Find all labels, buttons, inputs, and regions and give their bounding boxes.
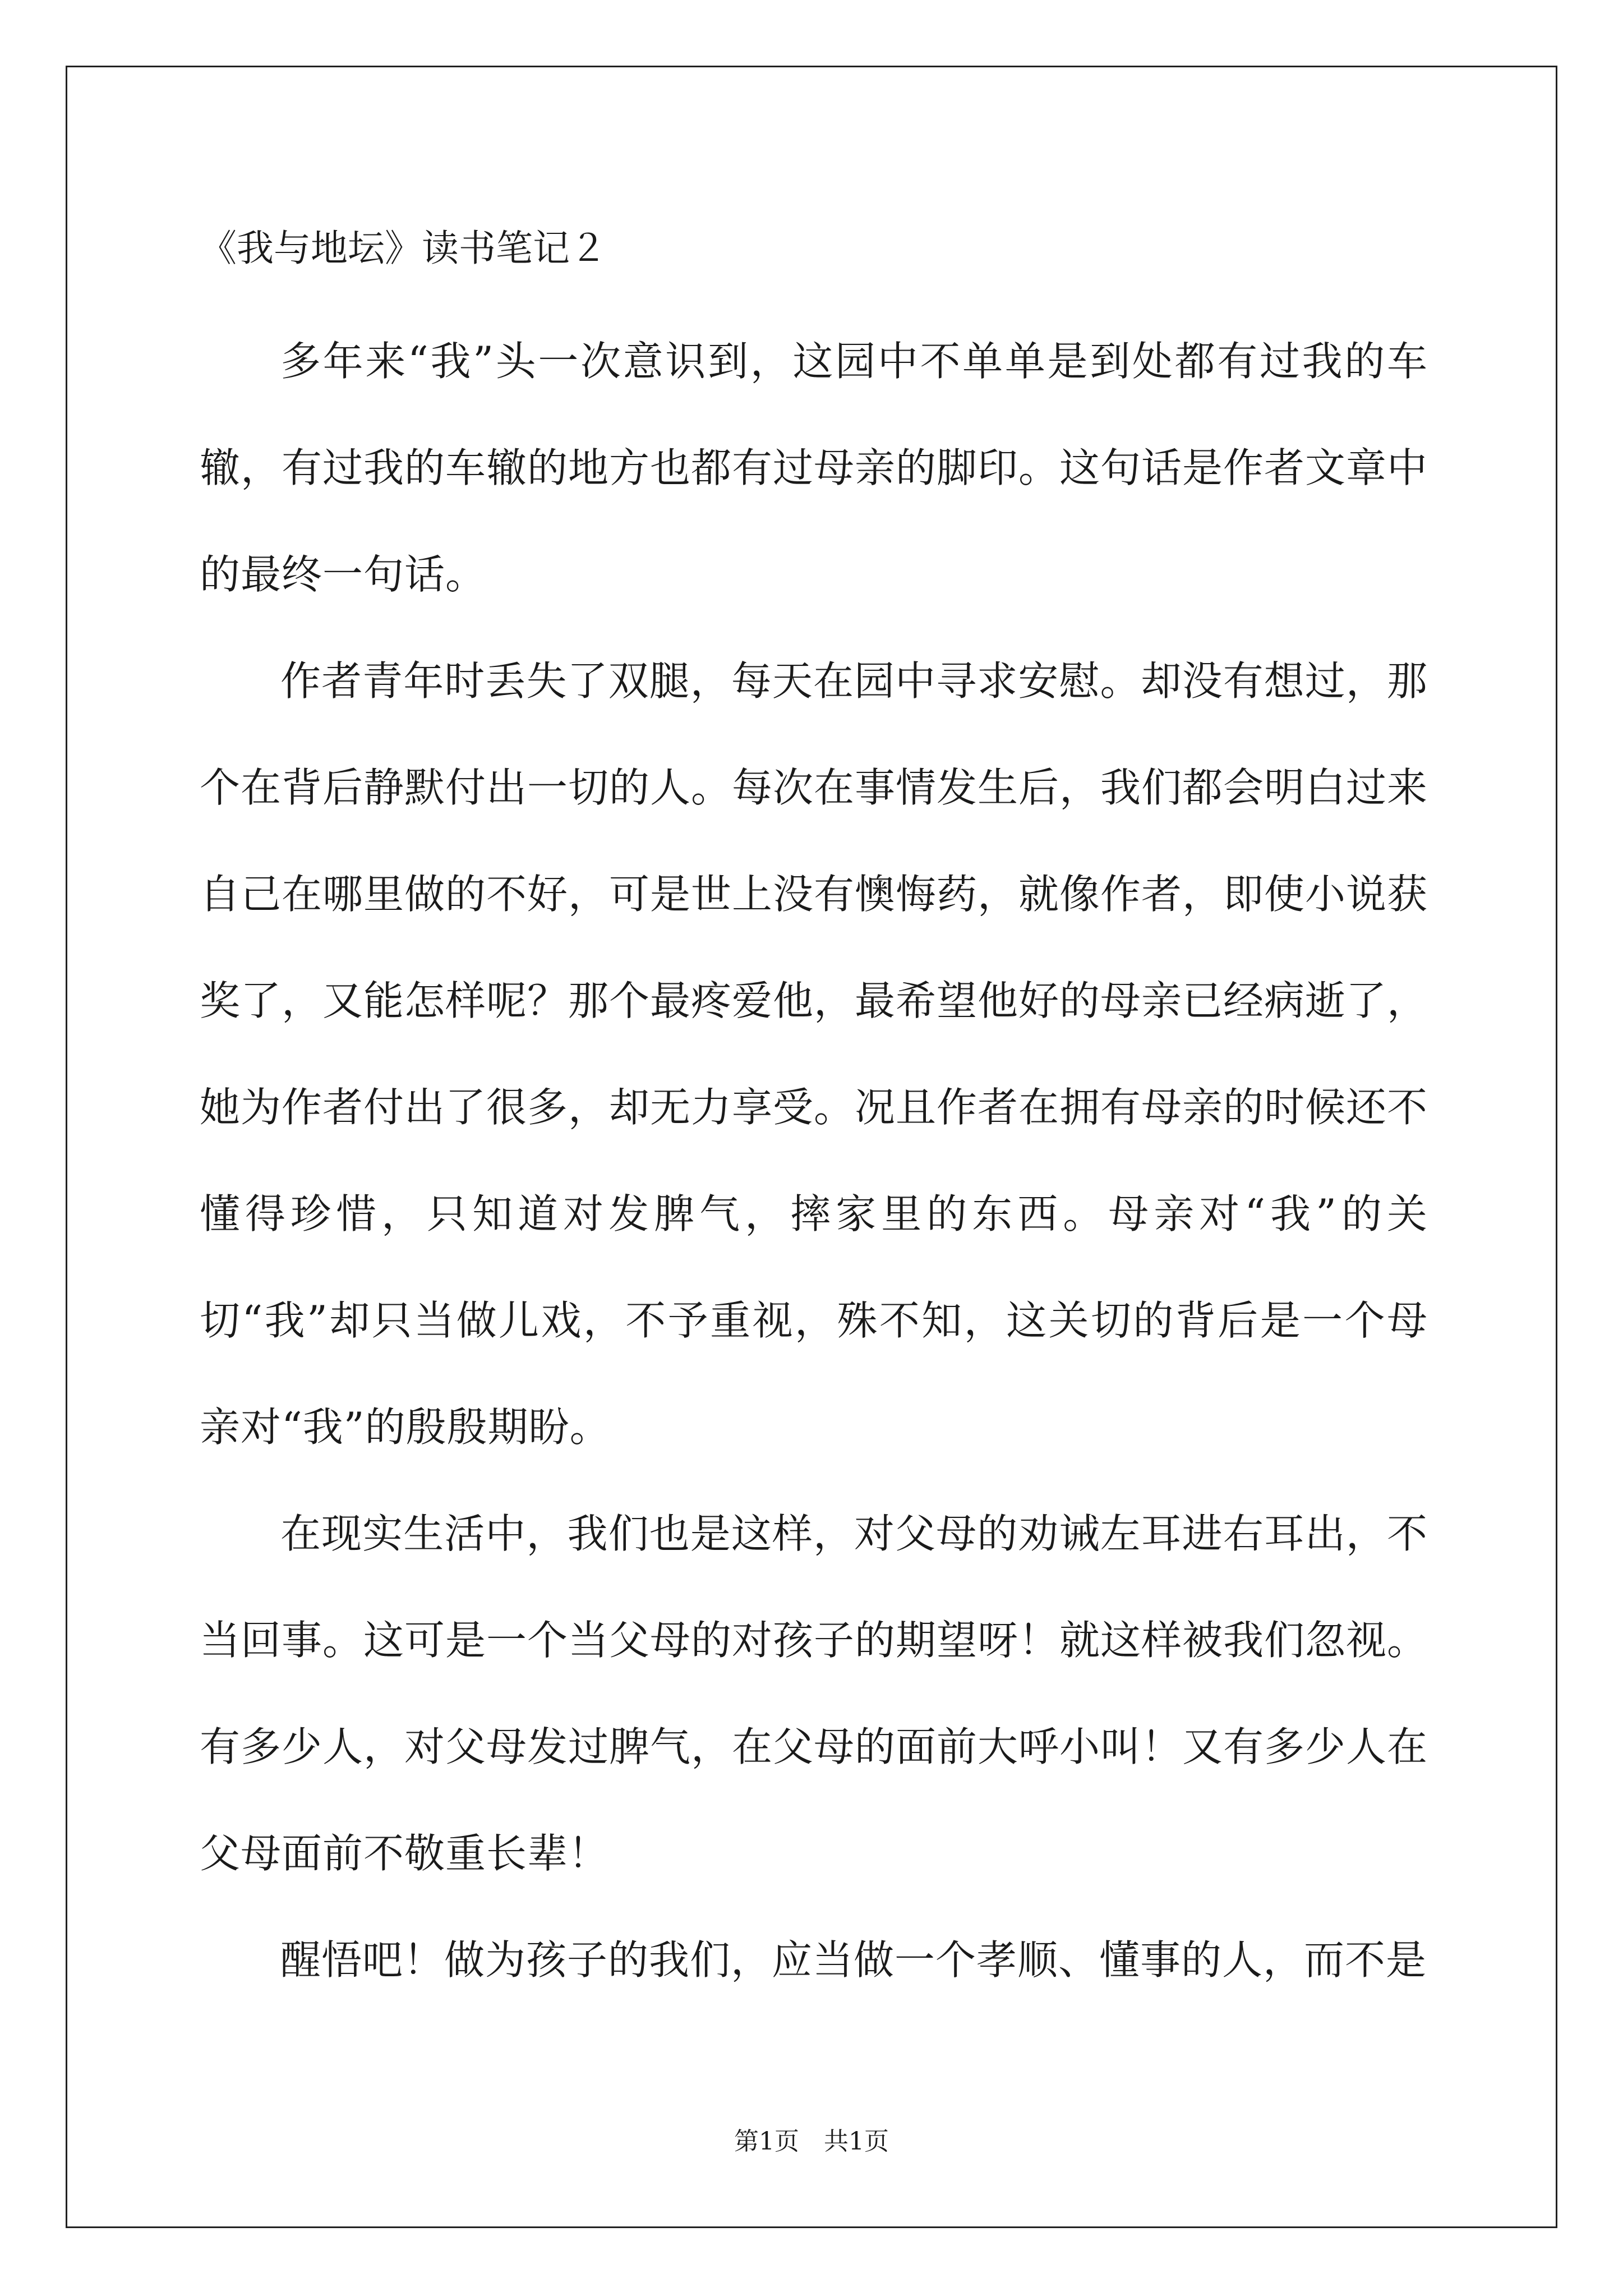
page-footer — [0, 2126, 1623, 2157]
document-body — [200, 222, 1428, 2013]
paragraph-4: 醒悟吧！做为孩子的我们，应当做一个孝顺、懂事的人，而不是 — [280, 1936, 1427, 1984]
paragraph-2: 作者青年时丢失了双腿，每天在园中寻求安慰。却没有想过，那个在背后静默付出一切的人。每次在事情发生后，我们都会明白过来自己在哪里做的不好，可是世上没有懊悔药，就像作者，即使小说获奖了，又能怎样呢？那个最疼爱他，最希望他好的母亲已经病逝了，她为作者付出了很多，却无力享受。况且作者在拥有母亲的时候还不懂得珍惜，只知道对发脾气，摔家里的东西。母亲对“我”的关切“我”却只当做儿戏，不予重视，殊不知，这关切的背后是一个母亲对“我”的殷殷期盼。 — [200, 657, 1428, 1451]
page-number-label: 第1页 共1页 — [734, 2127, 889, 2156]
document-title: 《我与地坛》读书笔记２ — [200, 227, 607, 270]
paragraph-1: 多年来“我”头一次意识到，这园中不单单是到处都有过我的车辙，有过我的车辙的地方也都有过母亲的脚印。这句话是作者文章中的最终一句话。 — [200, 338, 1428, 598]
paragraph-3: 在现实生活中，我们也是这样，对父母的劝诫左耳进右耳出，不当回事。这可是一个当父母的对孩子的期望呀！就这样被我们忽视。有多少人，对父母发过脾气，在父母的面前大呼小叫！又有多少人在父母面前不敬重长辈！ — [200, 1510, 1428, 1877]
